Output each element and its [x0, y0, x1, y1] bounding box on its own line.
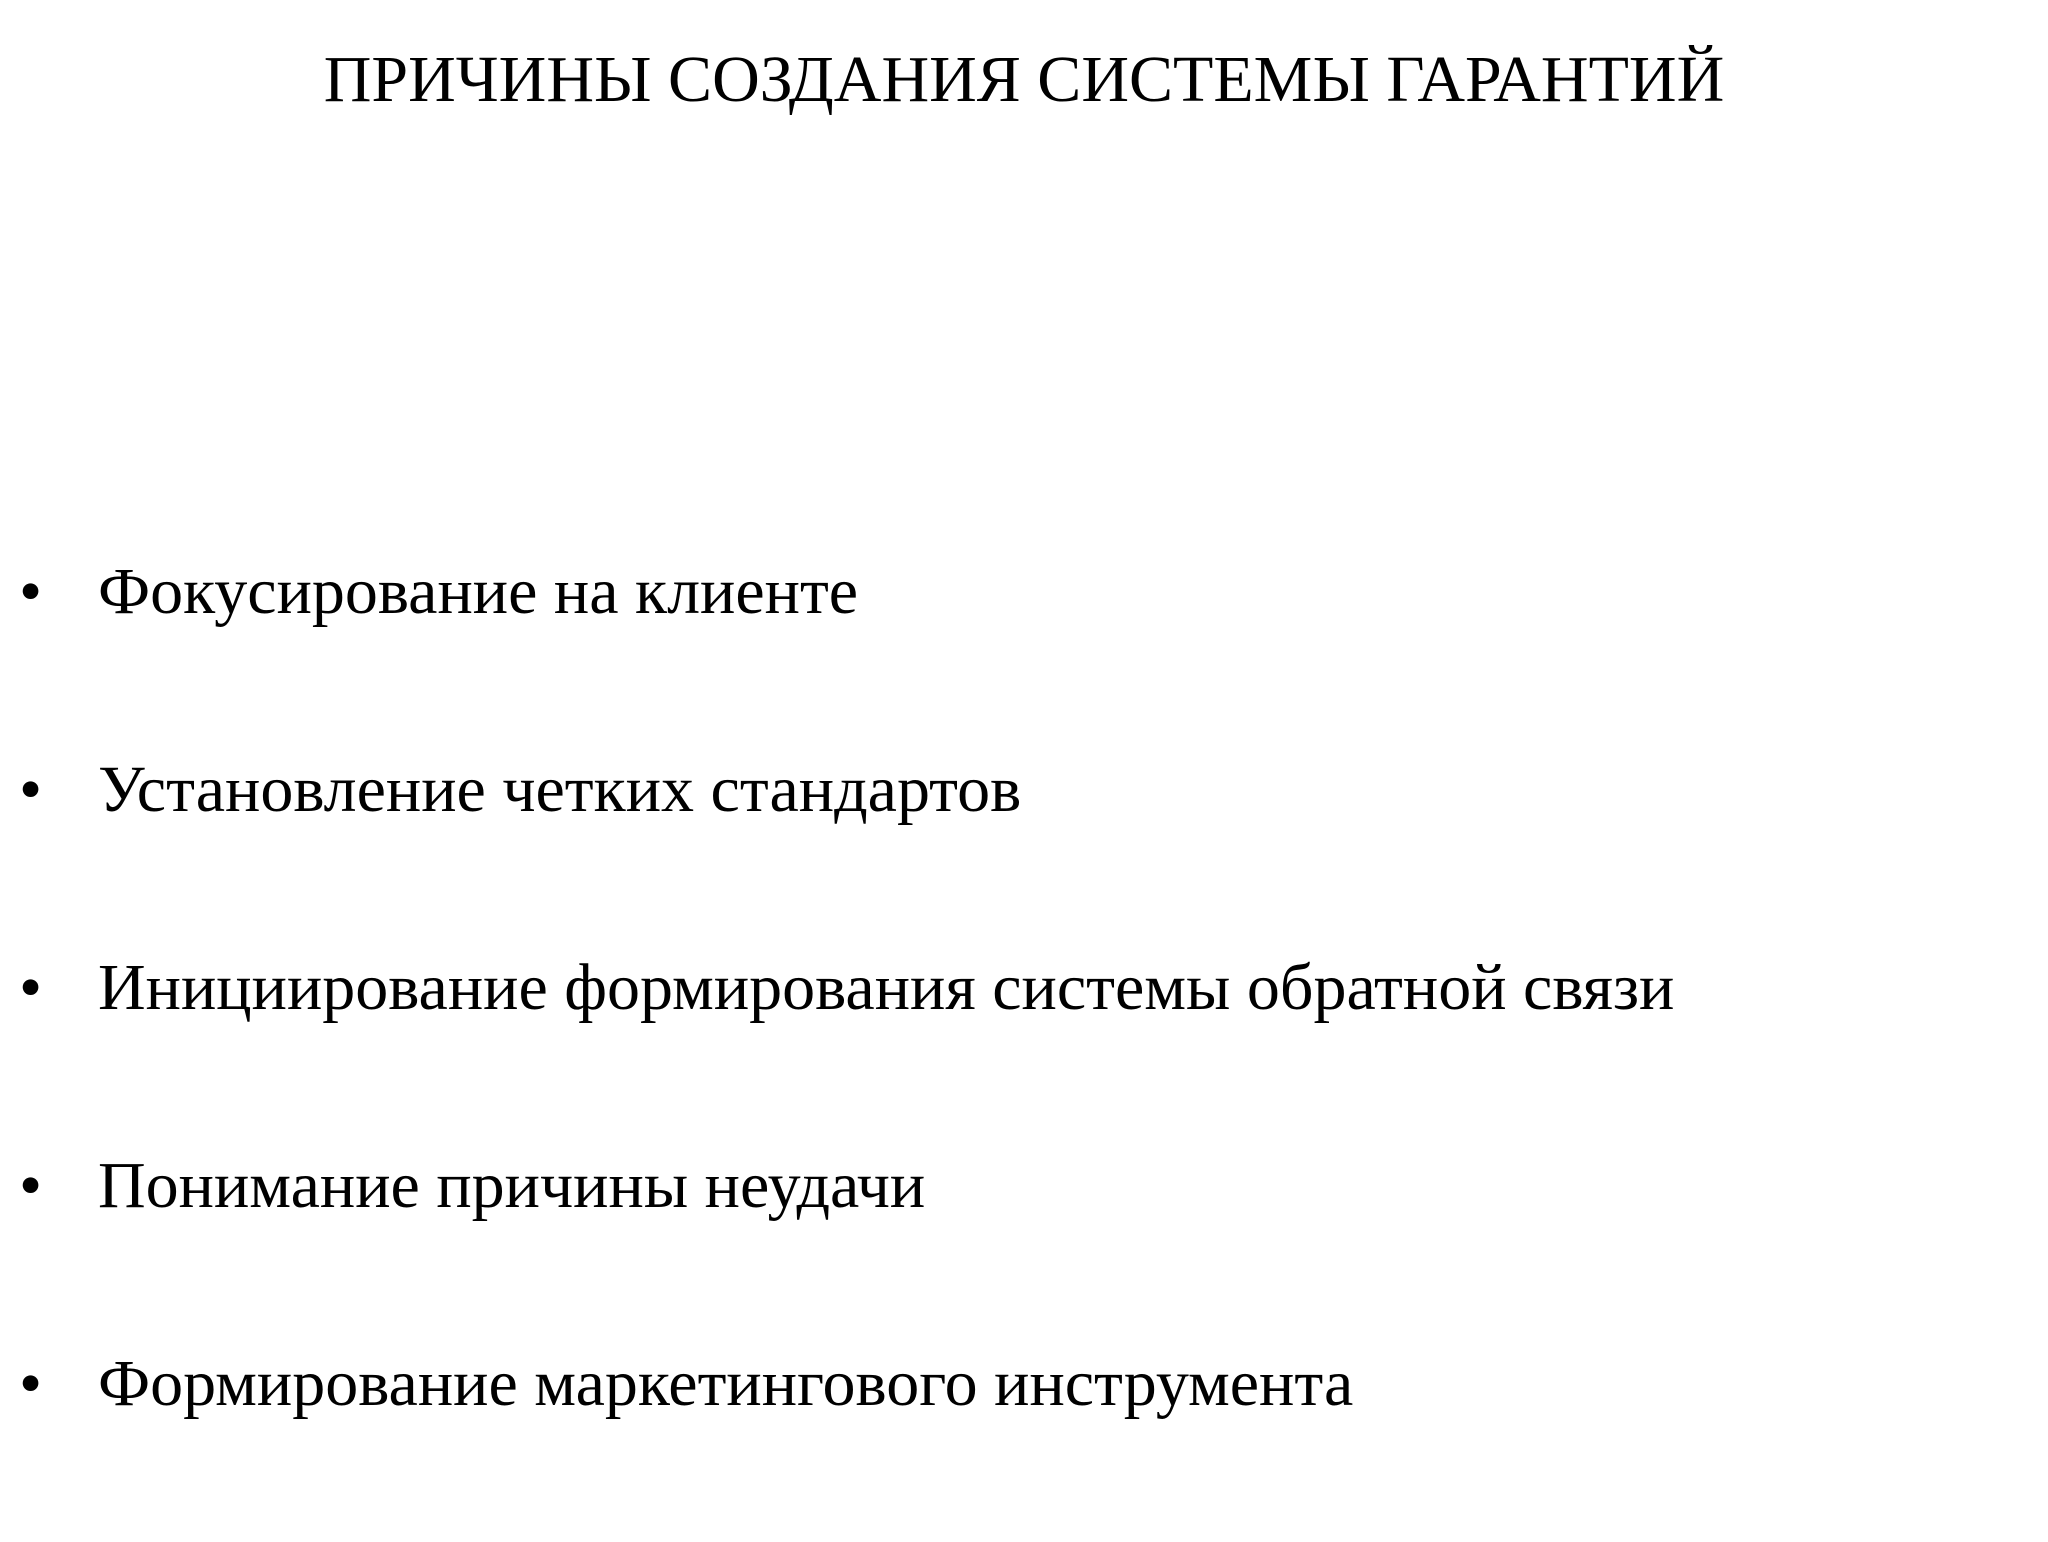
bullet-item: [0, 948, 2048, 1146]
bullet-text: Установление четких стандартов: [98, 753, 1022, 826]
bullet-dot-icon: •: [19, 951, 43, 1024]
bullet-text: Понимание причины неудачи: [98, 1149, 926, 1222]
bullet-dot-icon: •: [19, 1347, 43, 1420]
bullet-text: Фокусирование на клиенте: [98, 555, 859, 628]
bullet-dot-icon: •: [19, 753, 43, 826]
bullet-text: Формирование маркетингового инструмента: [98, 1347, 1354, 1420]
bullet-dot-icon: •: [19, 555, 43, 628]
bullet-text: Инициирование формирования системы обратной связи: [98, 951, 1675, 1024]
bullet-dot-icon: •: [19, 1149, 43, 1222]
bullet-list: [0, 552, 2048, 1542]
bullet-item: [0, 1146, 2048, 1344]
bullet-item: [0, 552, 2048, 750]
bullet-item: [0, 1344, 2048, 1542]
bullet-item: [0, 750, 2048, 948]
slide-title: ПРИЧИНЫ СОЗДАНИЯ СИСТЕМЫ ГАРАНТИЙ: [323, 43, 1725, 116]
